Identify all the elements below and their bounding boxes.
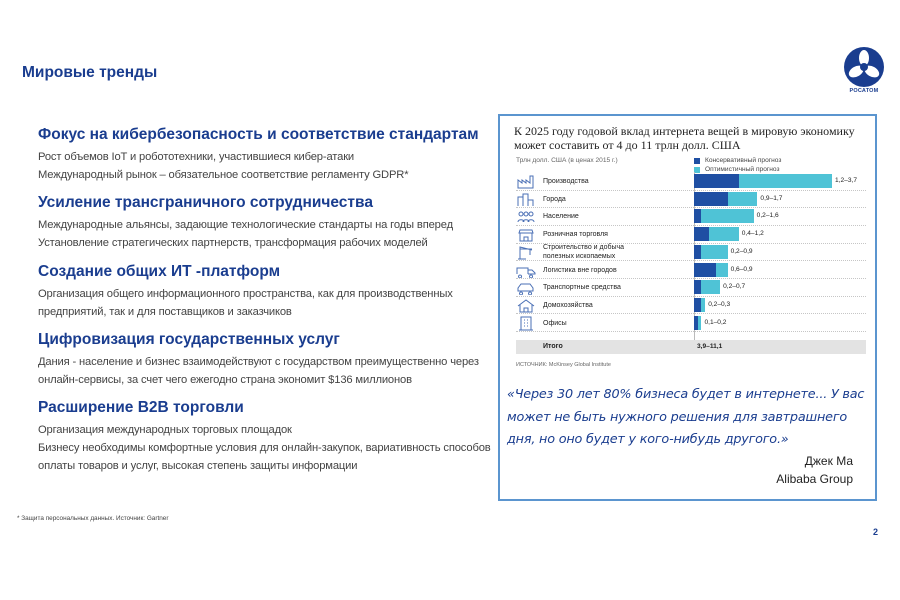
trend-title: Создание общих ИТ -платформ (38, 263, 281, 280)
total-label: Итого (543, 343, 563, 350)
house-icon (516, 298, 536, 313)
row-separator (516, 296, 866, 297)
row-separator (516, 331, 866, 332)
trend-block (38, 398, 493, 475)
logo-text: РОСАТОМ (849, 88, 879, 94)
factory-icon (516, 174, 536, 189)
row-separator (516, 190, 866, 191)
total-value: 3,9–11,1 (697, 343, 723, 350)
bar-value-label: 0,6–0,9 (730, 265, 753, 273)
row-separator (516, 278, 866, 279)
chart-source: ИСТОЧНИК: McKinsey Global Institute (516, 362, 611, 368)
trend-block (38, 262, 493, 321)
bar-value-label: 0,9–1,7 (760, 194, 783, 202)
page-number: 2 (873, 527, 879, 537)
trend-title: Фокус на кибербезопасность и соответствие стандартам (38, 126, 479, 143)
bar-conservative (694, 298, 701, 312)
iot-chart-panel (498, 114, 877, 501)
total-row (516, 340, 866, 354)
chart-units: Трлн долл. США (в ценах 2015 г.) (516, 157, 618, 164)
trend-title: Усиление трансграничного сотрудничества (38, 194, 373, 211)
bar-conservative (694, 192, 728, 206)
bar-optimistic (694, 209, 754, 223)
bar-conservative (694, 174, 739, 188)
people-icon (516, 209, 536, 224)
bar-value-label: 0,2–0,7 (723, 283, 746, 291)
atom-icon (843, 46, 885, 88)
crane-icon (516, 245, 536, 260)
bar-value-label: 0,2–0,9 (730, 247, 753, 255)
category-label: Города (543, 195, 566, 203)
trend-description-line: Бизнесу необходимы комфортные условия для онлайн-закупок, вариативность способов (38, 442, 491, 454)
trend-block (38, 330, 493, 389)
bar-value-label: 0,2–1,6 (756, 212, 779, 220)
category-label: Транспортные средства (543, 284, 621, 292)
category-label: Население (543, 213, 579, 221)
legend-label-optimistic: Оптимистичный прогноз (705, 166, 780, 173)
category-label: Домохозяйства (543, 301, 593, 309)
trend-description-line: онлайн-сервисы, за счет чего ежегодно страна экономит $136 миллионов (38, 374, 412, 386)
quote-author-block (776, 452, 853, 488)
bar-value-label: 0,2–0,3 (708, 300, 731, 308)
trend-block (38, 125, 493, 184)
trend-block (38, 193, 493, 252)
office-icon (516, 316, 536, 331)
legend-swatch-conservative (694, 158, 700, 164)
bar-conservative (694, 280, 701, 294)
bar-conservative (694, 316, 698, 330)
quote-company: Alibaba Group (776, 472, 853, 486)
trend-description-line: Организация общего информационного пространства, как для производственных (38, 288, 453, 300)
quote-author: Джек Ма (804, 454, 853, 468)
category-label: Розничная торговля (543, 231, 608, 239)
page-title: Мировые тренды (22, 64, 158, 81)
legend-optimistic (694, 166, 780, 173)
bar-value-label: 0,1–0,2 (704, 318, 727, 326)
category-label: Логистика вне городов (543, 266, 617, 274)
trend-title: Цифровизация государственных услуг (38, 331, 340, 348)
trend-description-line: оплаты товаров и услуг, высокая степень защиты информации (38, 460, 358, 472)
store-icon (516, 227, 536, 242)
row-separator (516, 260, 866, 261)
chart-title: К 2025 году годовой вклад интернета вещей в мировую экономику может составить от 4 до 11 трлн долл. США (514, 124, 855, 152)
row-separator (516, 225, 866, 226)
category-label: Строительство и добыча полезных ископаемых (543, 243, 625, 260)
trend-description-line: Организация международных торговых площадок (38, 424, 292, 436)
trend-title: Расширение B2B торговли (38, 399, 244, 416)
category-label: Офисы (543, 319, 567, 327)
trend-description-line: Рост объемов IoT и робототехники, участившиеся кибер-атаки (38, 151, 355, 163)
truck-icon (516, 263, 536, 278)
car-icon (516, 280, 536, 295)
trend-description-line: Международный рынок – обязательное соответствие регламенту GDPR* (38, 169, 409, 181)
bar-value-label: 0,4–1,2 (741, 230, 764, 238)
bar-conservative (694, 209, 701, 223)
trend-description-line: Дания - население и бизнес взаимодействуют с государством преимущественно через (38, 356, 479, 368)
trend-description-line: предприятий, так и для поставщиков и заказчиков (38, 306, 292, 318)
legend-conservative (694, 157, 781, 164)
bar-conservative (694, 263, 716, 277)
category-label: Производства (543, 178, 589, 185)
rosatom-logo (843, 46, 885, 88)
bar-value-label: 1,2–3,7 (835, 177, 857, 184)
row-separator (516, 207, 866, 208)
footnote: * Защита персональных данных. Источник: Gartner (17, 515, 169, 522)
legend-label-conservative: Консервативный прогноз (705, 157, 782, 164)
city-icon (516, 192, 536, 207)
row-separator (516, 313, 866, 314)
trend-description-line: Международные альянсы, задающие технологические стандарты на годы вперед (38, 219, 453, 231)
quote-text: «Через 30 лет 80% бизнеса будет в интернете... У вас может не быть нужного решения для завтрашнего дня, но оно будет у кого-нибудь другого.» (507, 387, 865, 447)
bar-conservative (694, 245, 701, 259)
bar-conservative (694, 227, 709, 241)
trend-description-line: Установление стратегических партнерств, трансформация рабочих моделей (38, 237, 428, 249)
